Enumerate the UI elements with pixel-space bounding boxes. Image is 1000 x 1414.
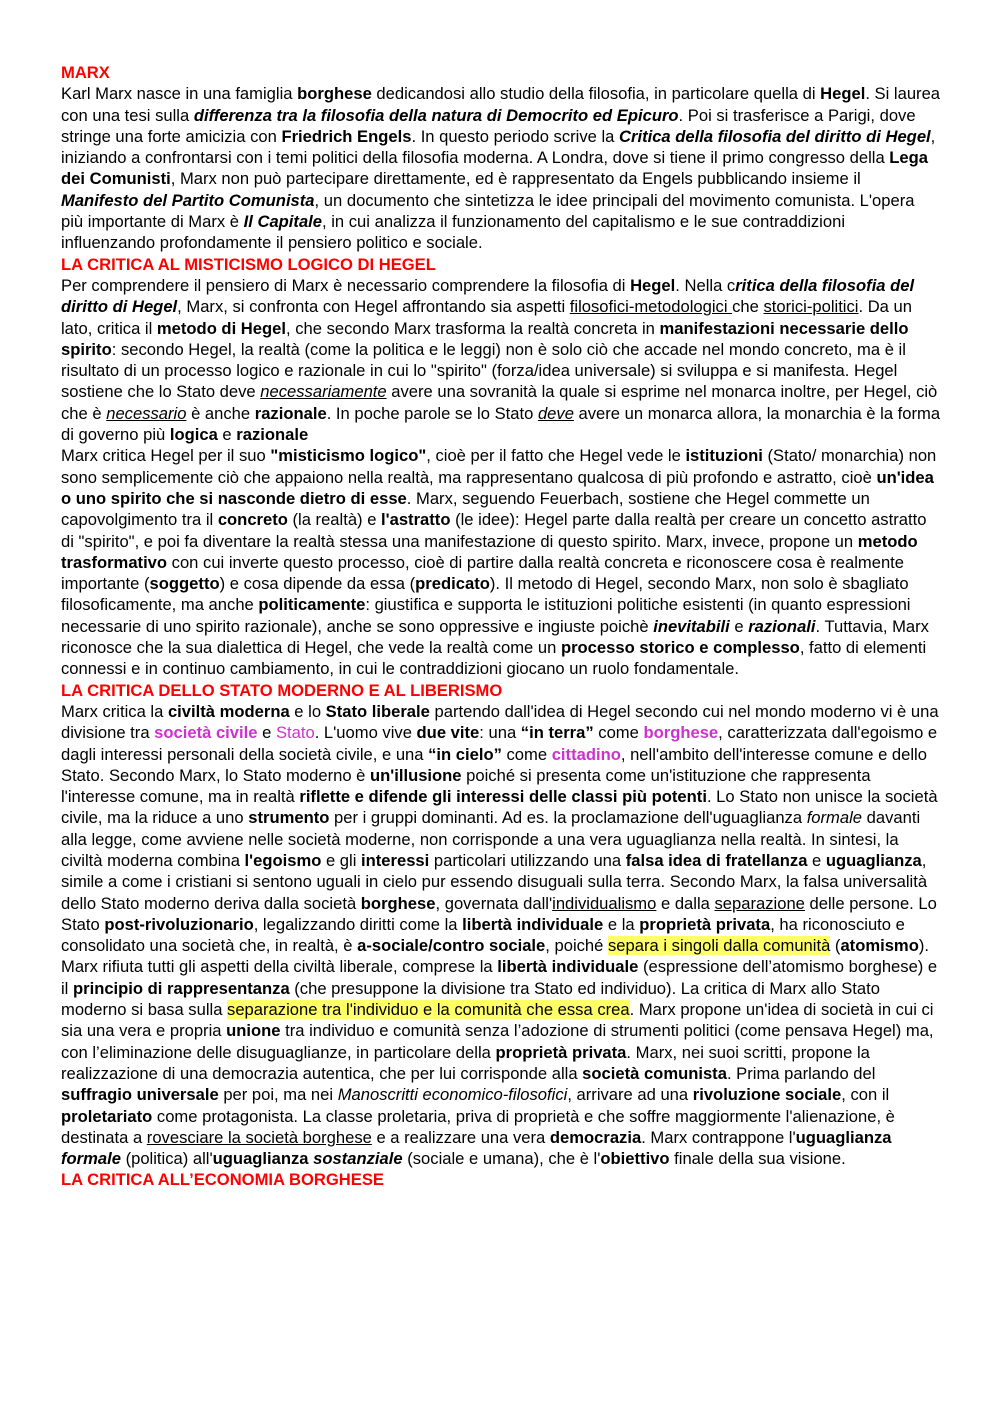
text-run: Marx critica la	[61, 701, 168, 721]
text-run: metodo di Hegel	[156, 318, 286, 338]
text-run: uguaglianza	[825, 850, 922, 870]
section-heading: LA CRITICA AL MISTICISMO LOGICO DI HEGEL	[61, 254, 436, 274]
text-run: borghese	[643, 723, 719, 743]
text-run: rovesciare la società borghese	[146, 1127, 372, 1147]
text-run: manifestazioni necessarie dello spirito	[61, 318, 909, 359]
text-run: obiettivo	[600, 1149, 670, 1169]
text-run: ritica della filosofia del diritto di Hegel	[61, 275, 915, 317]
text-run: delle persone. Lo Stato	[61, 893, 937, 934]
text-run: : secondo Hegel, la realtà (come la politica e le leggi) non è solo ciò che accade nel mondo concreto, ma è il risultato di un processo logico e razionale in cui lo "spirito" (forza/idea universale) si sviluppa e si manifesta. Hegel sostiene che lo Stato deve	[61, 339, 906, 402]
text-run: un'illusione	[370, 765, 462, 785]
text-run: . In questo periodo scrive la	[411, 126, 620, 146]
text-run: “in terra”	[520, 723, 594, 743]
text-run: Lega dei Comunisti	[61, 148, 929, 189]
text-run: riflette e difende gli interessi delle classi più potenti	[299, 787, 707, 807]
text-run: dedicandosi allo studio della filosofia, in particolare quella di	[371, 84, 821, 104]
text-run: razionali	[748, 616, 816, 636]
text-run: (Stato/ monarchia) non sono semplicemente ciò che appaiono nella realtà, ma rappresentano qualcosa di più profondo e astratto, cioè	[61, 446, 937, 487]
text-run: principio di rappresentanza	[72, 978, 290, 998]
text-run: società comunista	[582, 1063, 727, 1083]
text-run: particolari utilizzando una	[429, 850, 626, 870]
text-run: tra individuo e comunità senza l’adozione di strumenti politici (come pensava Hegel) ma, con l’eliminazione delle disuguaglianze, in particolare della	[61, 1021, 934, 1062]
text-run: razionale	[254, 403, 327, 423]
text-run: è anche	[186, 403, 255, 423]
text-run: deve	[537, 403, 574, 423]
section-heading: LA CRITICA DELLO STATO MODERNO E AL LIBERISMO	[61, 680, 503, 700]
text-run: Hegel	[820, 84, 866, 104]
text-run: (politica) all'	[120, 1149, 213, 1169]
text-run: (sociale e umana), che è l'	[402, 1149, 601, 1169]
text-run: , iniziando a confrontarsi con i temi politici della filosofia moderna. A Londra, dove si tiene il primo congresso della	[61, 126, 936, 168]
text-run: Friedrich Engels	[281, 126, 412, 146]
text-run: . Marx propone un'idea di società in cui ci sia una vera e propria	[61, 1000, 934, 1041]
text-run: . Tuttavia, Marx riconosce che la sua dialettica di Hegel, che vede la realtà come un	[61, 616, 929, 658]
text-run: soggetto	[149, 574, 220, 594]
text-run: avere un monarca allora, la monarchia è la forma di governo più	[61, 403, 941, 445]
text-run: storici-politici	[763, 297, 859, 317]
text-run: due vite	[416, 723, 480, 743]
text-run: , cioè per il fatto che Hegel vede le	[426, 446, 686, 466]
text-run: e	[807, 850, 826, 870]
text-run: borghese	[360, 893, 436, 913]
section-heading: LA CRITICA ALL’ECONOMIA BORGHESE	[61, 1170, 384, 1190]
text-run: (le idee): Hegel parte dalla realtà per creare un concetto astratto di "spirito", e poi fa diventare la realtà stessa una manifestazione di questo spirito. Marx, invece, propone un	[61, 510, 927, 551]
text-run: partendo dall'idea di Hegel secondo cui nel mondo moderno vi è una divisione tra	[61, 701, 939, 743]
text-run: . Poi si trasferisce a Parigi, dove stringe una forte amicizia con	[61, 105, 916, 146]
text-run: cittadino	[551, 744, 621, 764]
paragraph	[61, 701, 941, 1170]
paragraph	[61, 275, 941, 445]
text-run: (	[830, 936, 841, 956]
text-run: e gli	[321, 850, 362, 870]
text-run: , Marx non può partecipare direttamente, ed è rappresentato da Engels pubblicando insieme il	[170, 169, 861, 189]
text-run: Critica della filosofia del diritto di Hegel	[619, 126, 931, 146]
text-run: razionale	[236, 425, 309, 445]
text-run: filosofici-metodologici	[569, 297, 733, 317]
text-run: l'astratto	[381, 510, 451, 530]
text-run: , un documento che sintetizza le idee principali del movimento comunista. L'opera più importante di Marx è	[61, 190, 915, 232]
text-run: . Nella c	[675, 275, 736, 295]
text-run: “in cielo”	[428, 744, 502, 764]
text-run: Karl Marx nasce in una famiglia	[61, 84, 298, 104]
text-run: , ha riconosciuto e consolidato una società che, in realtà, è	[61, 914, 905, 956]
text-run: per i gruppi dominanti. Ad es. la proclamazione dell'uguaglianza	[329, 808, 807, 828]
text-run: , che secondo Marx trasforma la realtà concreta in	[285, 318, 660, 338]
text-run: individualismo	[552, 893, 657, 913]
text-run: logica	[169, 425, 218, 445]
text-run: Il Capitale	[243, 212, 323, 232]
text-run: (che presuppone la divisione tra Stato ed individuo). La critica di Marx allo Stato moderno si basa sulla	[61, 978, 880, 1020]
text-run: e dalla	[656, 893, 715, 913]
text-run: . Marx contrappone l'	[641, 1127, 796, 1147]
text-run: , con il	[841, 1085, 890, 1105]
text-run: , legalizzando diritti come la	[253, 914, 463, 934]
text-run: unione	[226, 1021, 281, 1041]
text-run: . Da un lato, critica il	[61, 297, 912, 338]
text-run: Per comprendere il pensiero di Marx è necessario comprendere la filosofia di	[61, 275, 631, 295]
text-run: e a realizzare una vera	[371, 1127, 550, 1147]
text-run: suffragio universale	[61, 1085, 219, 1105]
document-page	[61, 62, 941, 1191]
text-run: atomismo	[840, 936, 919, 956]
text-run: metodo trasformativo	[61, 531, 918, 572]
text-run: , Marx, si confronta con Hegel affrontando sia aspetti	[177, 297, 570, 317]
text-run: davanti alla legge, come avviene nelle società moderne, non corrisponde a una vera uguaglianza nella realtà. In sintesi, la civiltà moderna combina	[61, 808, 921, 870]
text-run: come protagonista. La classe proletaria, priva di proprietà e che soffre maggiormente l'alienazione, è destinata a	[61, 1106, 895, 1147]
text-run: . Marx, seguendo Feuerbach, sostiene che Hegel commette un capovolgimento tra il	[61, 488, 870, 530]
text-run: l'egoismo	[244, 850, 322, 870]
text-run: differenza tra la filosofia della natura di Democrito ed Epicuro	[193, 105, 679, 125]
text-run: sostanziale	[313, 1149, 403, 1169]
text-run: democrazia	[549, 1127, 642, 1147]
text-run: , governata dall'	[435, 893, 553, 913]
text-run: a-sociale/contro sociale	[357, 936, 546, 956]
text-run: : una	[479, 723, 521, 743]
text-run: politicamente	[258, 595, 366, 615]
text-run: (la realtà) e	[287, 510, 382, 530]
text-run: come	[501, 744, 552, 764]
text-run: società civile	[154, 723, 258, 743]
text-run: , nell'ambito dell'interesse comune e dello Stato. Secondo Marx, lo Stato moderno è	[61, 744, 927, 785]
text-run: proprietà privata	[639, 914, 771, 934]
text-run: ) e cosa dipende da essa (	[219, 574, 416, 594]
text-run: e	[217, 425, 237, 445]
text-run: e la	[603, 914, 640, 934]
text-run: e	[257, 723, 276, 743]
text-run: civiltà moderna	[167, 701, 290, 721]
text-run: uguaglianza	[212, 1149, 314, 1169]
text-run: ). Il metodo di Hegel, secondo Marx, non solo è sbagliato filosoficamente, ma anche	[61, 574, 909, 615]
text-run: necessario	[106, 403, 187, 423]
text-run: borghese	[297, 84, 372, 104]
text-run: concreto	[217, 510, 288, 530]
text-run: , poiché	[545, 936, 608, 956]
text-run: Marx critica Hegel per il suo	[61, 446, 271, 466]
text-run: formale	[61, 1149, 121, 1169]
paragraph	[61, 83, 941, 253]
text-run: un'idea o uno spirito che si nasconde dietro di esse	[61, 467, 934, 508]
text-run: separazione tra l'individuo e la comunità che essa crea	[227, 1000, 630, 1020]
text-run: e	[729, 616, 749, 636]
text-run: post-rivoluzionario	[104, 914, 254, 934]
text-run: e lo	[289, 701, 326, 721]
text-run: , in cui analizza il funzionamento del capitalismo e le sue contraddizioni influenzando profondamente il pensiero politico e sociale.	[61, 212, 846, 253]
text-run: . Prima parlando del	[726, 1063, 876, 1083]
text-run: "misticismo logico"	[270, 446, 427, 466]
text-run: formale	[806, 808, 863, 828]
text-run: , fatto di elementi connessi e in continuo cambiamento, in cui le contraddizioni giocano un ruolo fondamentale.	[61, 638, 927, 679]
text-run: , caratterizzata dall'egoismo e dagli interessi personali della società civile, e una	[61, 723, 938, 764]
text-run: , simile a come i cristiani si sentono uguali in cielo pur essendo disuguali sulla terra. Secondo Marx, la falsa universalità dello Stato moderno deriva dalla società	[61, 850, 928, 913]
text-run: inevitabili	[653, 616, 730, 636]
text-run: Manifesto del Partito Comunista	[61, 190, 315, 210]
text-run: ). Marx rifiuta tutti gli aspetti della civiltà liberale, comprese la	[61, 936, 929, 977]
text-run: con cui inverte questo processo, cioè di partire dalla realtà concreta e riconoscere cosa è realmente importante (	[61, 552, 905, 594]
text-run: predicato	[415, 574, 490, 594]
text-run: finale della sua visione.	[669, 1149, 846, 1169]
text-run: . Si laurea con una tesi sulla	[61, 84, 941, 125]
text-run: processo storico e complesso	[560, 638, 800, 658]
text-run: proprietà privata	[495, 1042, 627, 1062]
text-run: . In poche parole se lo Stato	[326, 403, 538, 423]
text-run: Stato	[275, 723, 315, 743]
text-run: proletariato	[61, 1106, 153, 1126]
text-run: avere una sovranità la quale si esprime nel monarca inoltre, per Hegel, ciò che è	[61, 382, 938, 423]
text-run: Hegel	[630, 275, 676, 295]
text-run: strumento	[248, 808, 330, 828]
text-run: per poi, ma nei	[218, 1085, 338, 1105]
text-run: , arrivare ad una	[567, 1085, 693, 1105]
text-run: libertà individuale	[497, 957, 639, 977]
text-run: Manoscritti economico-filosofici	[337, 1085, 568, 1105]
section-heading: MARX	[61, 63, 110, 82]
text-run: separa i singoli dalla comunità	[608, 936, 831, 956]
text-run: : giustifica e supporta le istituzioni politiche esistenti (in quanto espressioni necessarie di uno spirito razionale), anche se sono oppressive e ingiuste poichè	[61, 595, 911, 636]
paragraph	[61, 445, 941, 679]
text-run: che	[732, 297, 764, 317]
text-run: separazione	[714, 893, 805, 913]
text-run: . L'uomo vive	[314, 723, 417, 743]
text-run: istituzioni	[685, 446, 763, 466]
text-run: Stato liberale	[325, 701, 430, 721]
text-run: . Marx, nei suoi scritti, propone la realizzazione di una democrazia autentica, che per lui corrisponde alla	[61, 1042, 870, 1083]
text-run: necessariamente	[260, 382, 387, 402]
text-run: rivoluzione sociale	[692, 1085, 842, 1105]
text-run: libertà individuale	[462, 914, 604, 934]
text-run: come	[593, 723, 644, 743]
text-run: falsa idea di fratellanza	[625, 850, 808, 870]
text-run: (espressione dell’atomismo borghese) e il	[61, 957, 938, 998]
text-run: interessi	[361, 850, 430, 870]
text-run: uguaglianza	[795, 1127, 892, 1147]
text-run: . Lo Stato non unisce la società civile, ma la riduce a uno	[61, 787, 938, 828]
text-run: poiché si presenta come un'istituzione che rappresenta l'interesse comune, ma in realtà	[61, 765, 871, 807]
